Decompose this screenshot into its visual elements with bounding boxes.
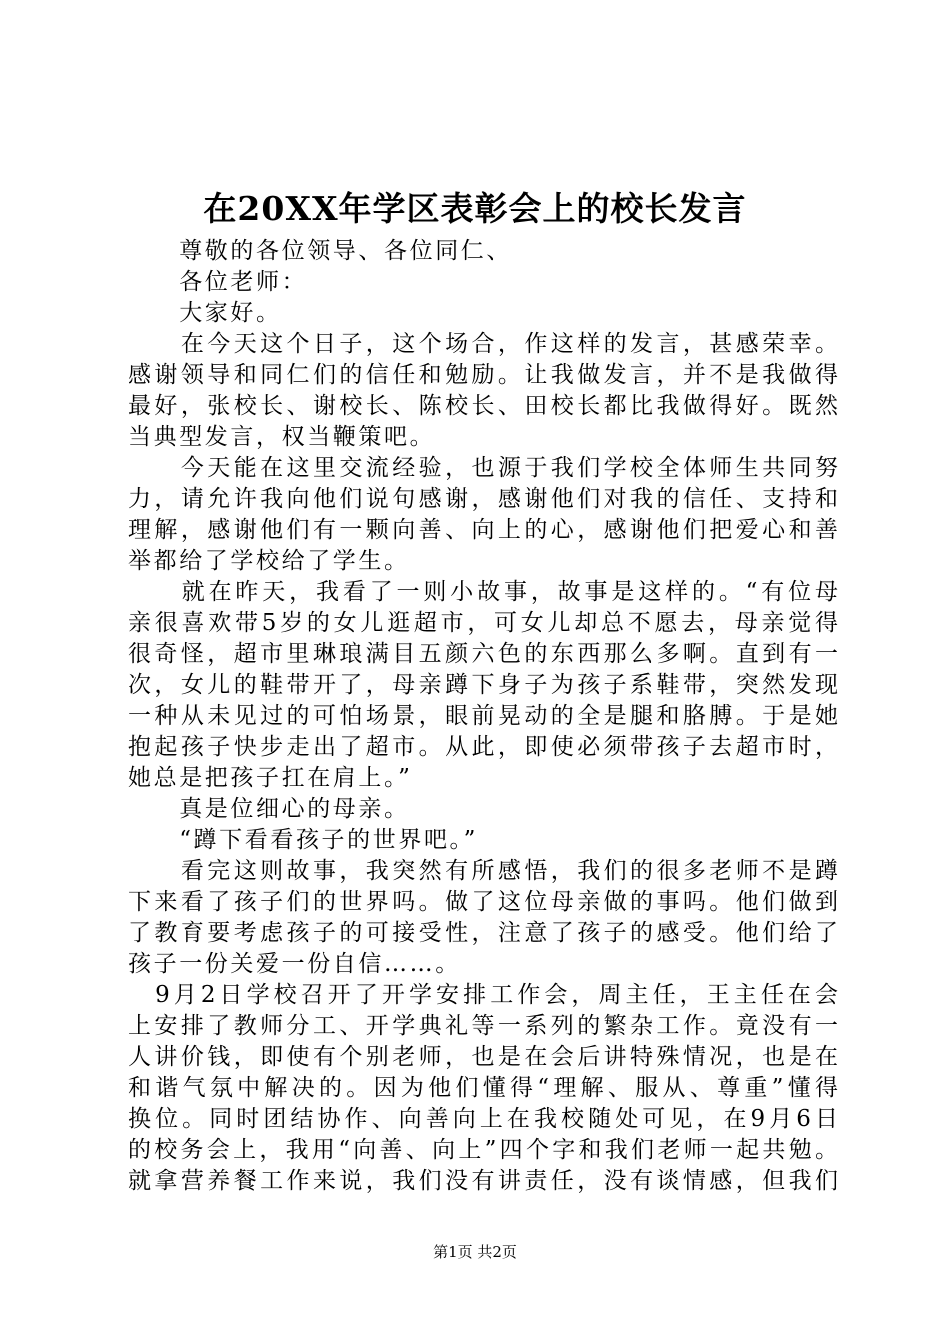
- body-line: 上安排了教师分工、开学典礼等一系列的繁杂工作。竟没有一: [128, 1013, 838, 1039]
- body-line: 在今天这个日子，这个场合，作这样的发言，甚感荣幸。: [128, 331, 838, 357]
- body-line: 下来看了孩子们的世界吗。做了这位母亲做的事吗。他们做到: [128, 889, 838, 915]
- body-line: 的校务会上，我用“向善、向上”四个字和我们老师一起共勉。: [128, 1137, 838, 1163]
- body-line: 举都给了学校给了学生。: [128, 548, 410, 574]
- body-line: 和谐气氛中解决的。因为他们懂得“理解、服从、尊重”懂得: [128, 1075, 838, 1101]
- body-line: 亲很喜欢带5岁的女儿逛超市，可女儿却总不愿去，母亲觉得: [128, 610, 838, 636]
- body-line: 力，请允许我向他们说句感谢，感谢他们对我的信任、支持和: [128, 486, 838, 512]
- body-line: 抱起孩子快步走出了超市。从此，即使必须带孩子去超市时，: [128, 734, 838, 760]
- body-line: 次，女儿的鞋带开了，母亲蹲下身子为孩子系鞋带，突然发现: [128, 672, 838, 698]
- body-line: 各位老师：: [128, 269, 308, 295]
- body-line: 真是位细心的母亲。: [128, 796, 410, 822]
- body-line: 最好，张校长、谢校长、陈校长、田校长都比我做得好。既然: [128, 393, 838, 419]
- body-line: 一种从未见过的可怕场景，眼前晃动的全是腿和胳膊。于是她: [128, 703, 838, 729]
- document-body: [128, 236, 838, 1197]
- body-line: 理解，感谢他们有一颗向善、向上的心，感谢他们把爱心和善: [128, 517, 838, 543]
- body-line: 她总是把孩子扛在肩上。”: [128, 765, 413, 791]
- body-line: 换位。同时团结协作、向善向上在我校随处可见，在9月6日: [128, 1106, 838, 1132]
- body-line: 大家好。: [128, 300, 282, 326]
- body-line: 就在昨天，我看了一则小故事，故事是这样的。“有位母: [128, 579, 838, 605]
- body-line: 当典型发言，权当鞭策吧。: [128, 424, 436, 450]
- body-line: “蹲下看看孩子的世界吧。”: [128, 827, 479, 853]
- body-line: 9月2日学校召开了开学安排工作会，周主任，王主任在会: [128, 982, 838, 1008]
- body-line: 就拿营养餐工作来说，我们没有讲责任，没有谈情感，但我们: [128, 1168, 838, 1194]
- body-line: 尊敬的各位领导、各位同仁、: [128, 238, 512, 264]
- body-line: 人讲价钱，即使有个别老师，也是在会后讲特殊情况，也是在: [128, 1044, 838, 1070]
- body-line: 看完这则故事，我突然有所感悟，我们的很多老师不是蹲: [128, 858, 838, 884]
- body-line: 孩子一份关爱一份自信……。: [128, 951, 461, 977]
- page-footer: 第1页 共2页: [433, 1243, 517, 1261]
- body-line: 感谢领导和同仁们的信任和勉励。让我做发言，并不是我做得: [128, 362, 838, 388]
- body-line: 很奇怪，超市里琳琅满目五颜六色的东西那么多啊。直到有一: [128, 641, 838, 667]
- body-line: 今天能在这里交流经验，也源于我们学校全体师生共同努: [128, 455, 838, 481]
- document-title: 在20XX年学区表彰会上的校长发言: [203, 189, 747, 228]
- body-line: 了教育要考虑孩子的可接受性，注意了孩子的感受。他们给了: [128, 920, 838, 946]
